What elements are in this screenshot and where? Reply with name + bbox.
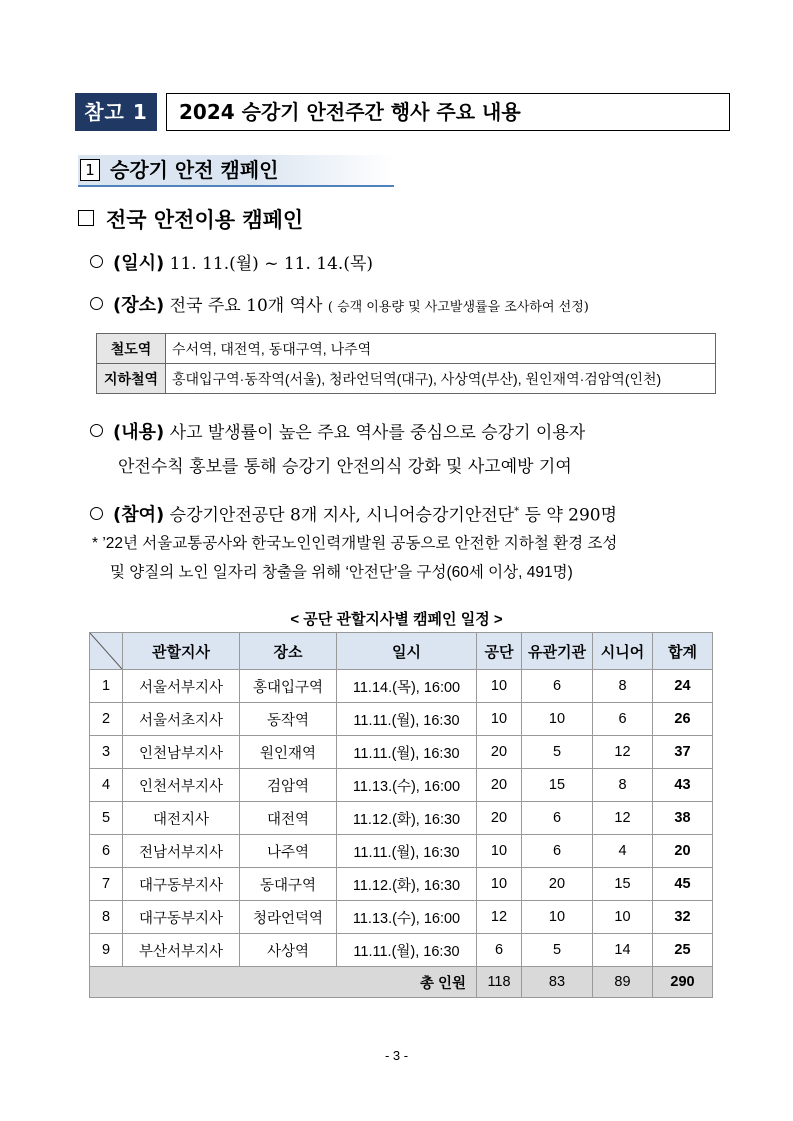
circle-bullet-icon (90, 507, 103, 520)
agency-count: 10 (522, 901, 593, 934)
square-bullet-icon (78, 210, 94, 226)
location: 청라언덕역 (240, 901, 337, 934)
table-row (97, 334, 716, 364)
item-place-label: (장소) (113, 295, 165, 316)
diagonal-line-icon (90, 633, 122, 669)
diagonal-header-cell (90, 633, 123, 670)
branch-name: 인천서부지사 (123, 769, 240, 802)
item-content (90, 420, 585, 446)
location: 검암역 (240, 769, 337, 802)
circle-bullet-icon (90, 297, 103, 310)
item-participants-text: 승강기안전공단 8개 지사, 시니어승강기안전단 (169, 505, 515, 526)
total-value: 83 (522, 967, 593, 998)
staff-count: 10 (477, 835, 522, 868)
location: 홍대입구역 (240, 670, 337, 703)
datetime: 11.13.(수), 16:00 (337, 769, 477, 802)
location: 사상역 (240, 934, 337, 967)
total-value: 290 (653, 967, 713, 998)
item-date (90, 251, 373, 277)
station-type: 지하철역 (97, 364, 166, 394)
item-place (90, 293, 589, 321)
table-row (90, 769, 713, 802)
total-label: 총 인원 (90, 967, 477, 998)
senior-count: 14 (593, 934, 653, 967)
agency-count: 6 (522, 670, 593, 703)
agency-count: 20 (522, 868, 593, 901)
column-header: 공단 (477, 633, 522, 670)
footnote-line2: 및 양질의 노인 일자리 창출을 위해 ‘안전단’을 구성(60세 이상, 491명) (110, 564, 573, 581)
item-place-note: ( 승객 이용량 및 사고발생률을 조사하여 선정) (327, 300, 589, 315)
column-header: 시니어 (593, 633, 653, 670)
item-content-line2: 안전수칙 홍보를 통해 승강기 안전의식 강화 및 사고예방 기여 (118, 457, 572, 477)
senior-count: 8 (593, 769, 653, 802)
item-date-label: (일시) (113, 253, 165, 274)
section-title: 승강기 안전 캠페인 (110, 158, 279, 182)
table-row (90, 901, 713, 934)
column-header: 유관기관 (522, 633, 593, 670)
item-participants-text2: 등 약 290명 (519, 505, 618, 526)
branch-name: 대전지사 (123, 802, 240, 835)
row-number: 2 (90, 703, 123, 736)
branch-name: 서울서초지사 (123, 703, 240, 736)
reference-tag: 참고 1 (75, 93, 157, 131)
station-list: 수서역, 대전역, 동대구역, 나주역 (166, 334, 716, 364)
total-value: 118 (477, 967, 522, 998)
row-total: 24 (653, 670, 713, 703)
branch-name: 전남서부지사 (123, 835, 240, 868)
column-header: 관할지사 (123, 633, 240, 670)
item-content-label: (내용) (113, 422, 165, 443)
row-total: 25 (653, 934, 713, 967)
senior-count: 15 (593, 868, 653, 901)
staff-count: 10 (477, 703, 522, 736)
row-number: 9 (90, 934, 123, 967)
staff-count: 20 (477, 736, 522, 769)
staff-count: 12 (477, 901, 522, 934)
staff-count: 10 (477, 868, 522, 901)
row-total: 43 (653, 769, 713, 802)
staff-count: 10 (477, 670, 522, 703)
location: 동작역 (240, 703, 337, 736)
station-type: 철도역 (97, 334, 166, 364)
circle-bullet-icon (90, 424, 103, 437)
table-row (90, 835, 713, 868)
senior-count: 6 (593, 703, 653, 736)
footnote-marker: * (514, 506, 520, 517)
branch-name: 인천남부지사 (123, 736, 240, 769)
document-title: 2024 승강기 안전주간 행사 주요 내용 (166, 93, 730, 131)
station-list: 홍대입구역·동작역(서울), 청라언덕역(대구), 사상역(부산), 원인재역·검암역(인천) (166, 364, 716, 394)
senior-count: 12 (593, 802, 653, 835)
row-total: 45 (653, 868, 713, 901)
location: 원인재역 (240, 736, 337, 769)
column-header: 일시 (337, 633, 477, 670)
column-header: 장소 (240, 633, 337, 670)
agency-count: 6 (522, 835, 593, 868)
staff-count: 20 (477, 769, 522, 802)
row-number: 6 (90, 835, 123, 868)
agency-count: 6 (522, 802, 593, 835)
item-participants (90, 499, 617, 529)
senior-count: 10 (593, 901, 653, 934)
row-total: 26 (653, 703, 713, 736)
table-row (97, 364, 716, 394)
branch-name: 부산서부지사 (123, 934, 240, 967)
datetime: 11.11.(월), 16:30 (337, 835, 477, 868)
datetime: 11.11.(월), 16:30 (337, 934, 477, 967)
row-number: 1 (90, 670, 123, 703)
row-number: 3 (90, 736, 123, 769)
datetime: 11.11.(월), 16:30 (337, 736, 477, 769)
branch-name: 대구동부지사 (123, 901, 240, 934)
item-date-text: 11. 11.(월) ~ 11. 14.(목) (169, 254, 374, 274)
agency-count: 5 (522, 736, 593, 769)
schedule-table (89, 632, 713, 998)
row-total: 37 (653, 736, 713, 769)
datetime: 11.14.(목), 16:00 (337, 670, 477, 703)
senior-count: 8 (593, 670, 653, 703)
row-number: 5 (90, 802, 123, 835)
table-header-row (90, 633, 713, 670)
senior-count: 12 (593, 736, 653, 769)
branch-name: 서울서부지사 (123, 670, 240, 703)
page-number: - 3 - (384, 1048, 409, 1063)
datetime: 11.11.(월), 16:30 (337, 703, 477, 736)
schedule-caption: < 공단 관할지사별 캠페인 일정 > (290, 611, 503, 628)
datetime: 11.13.(수), 16:00 (337, 901, 477, 934)
agency-count: 10 (522, 703, 593, 736)
table-row (90, 868, 713, 901)
agency-count: 5 (522, 934, 593, 967)
circle-bullet-icon (90, 255, 103, 268)
table-row (90, 802, 713, 835)
column-header: 합계 (653, 633, 713, 670)
agency-count: 15 (522, 769, 593, 802)
row-total: 38 (653, 802, 713, 835)
row-number: 7 (90, 868, 123, 901)
item-content-line1: 사고 발생률이 높은 주요 역사를 중심으로 승강기 이용자 (169, 423, 586, 443)
location: 나주역 (240, 835, 337, 868)
row-total: 20 (653, 835, 713, 868)
table-row (90, 736, 713, 769)
row-number: 8 (90, 901, 123, 934)
subheading-text: 전국 안전이용 캠페인 (106, 208, 304, 232)
footnote-line1: * ’22년 서울교통공사와 한국노인인력개발원 공동으로 안전한 지하철 환경 조성 (92, 535, 618, 552)
table-row (90, 703, 713, 736)
subheading (78, 205, 303, 235)
item-participants-label: (참여) (113, 504, 165, 526)
senior-count: 4 (593, 835, 653, 868)
total-value: 89 (593, 967, 653, 998)
staff-count: 20 (477, 802, 522, 835)
section-number: 1 (80, 159, 100, 181)
row-number: 4 (90, 769, 123, 802)
location: 대전역 (240, 802, 337, 835)
branch-name: 대구동부지사 (123, 868, 240, 901)
datetime: 11.12.(화), 16:30 (337, 868, 477, 901)
table-row (90, 670, 713, 703)
table-row (90, 934, 713, 967)
row-total: 32 (653, 901, 713, 934)
staff-count: 6 (477, 934, 522, 967)
station-table (96, 333, 716, 394)
total-row (90, 967, 713, 998)
location: 동대구역 (240, 868, 337, 901)
section-heading (78, 155, 394, 187)
datetime: 11.12.(화), 16:30 (337, 802, 477, 835)
item-place-text: 전국 주요 10개 역사 (169, 296, 323, 316)
